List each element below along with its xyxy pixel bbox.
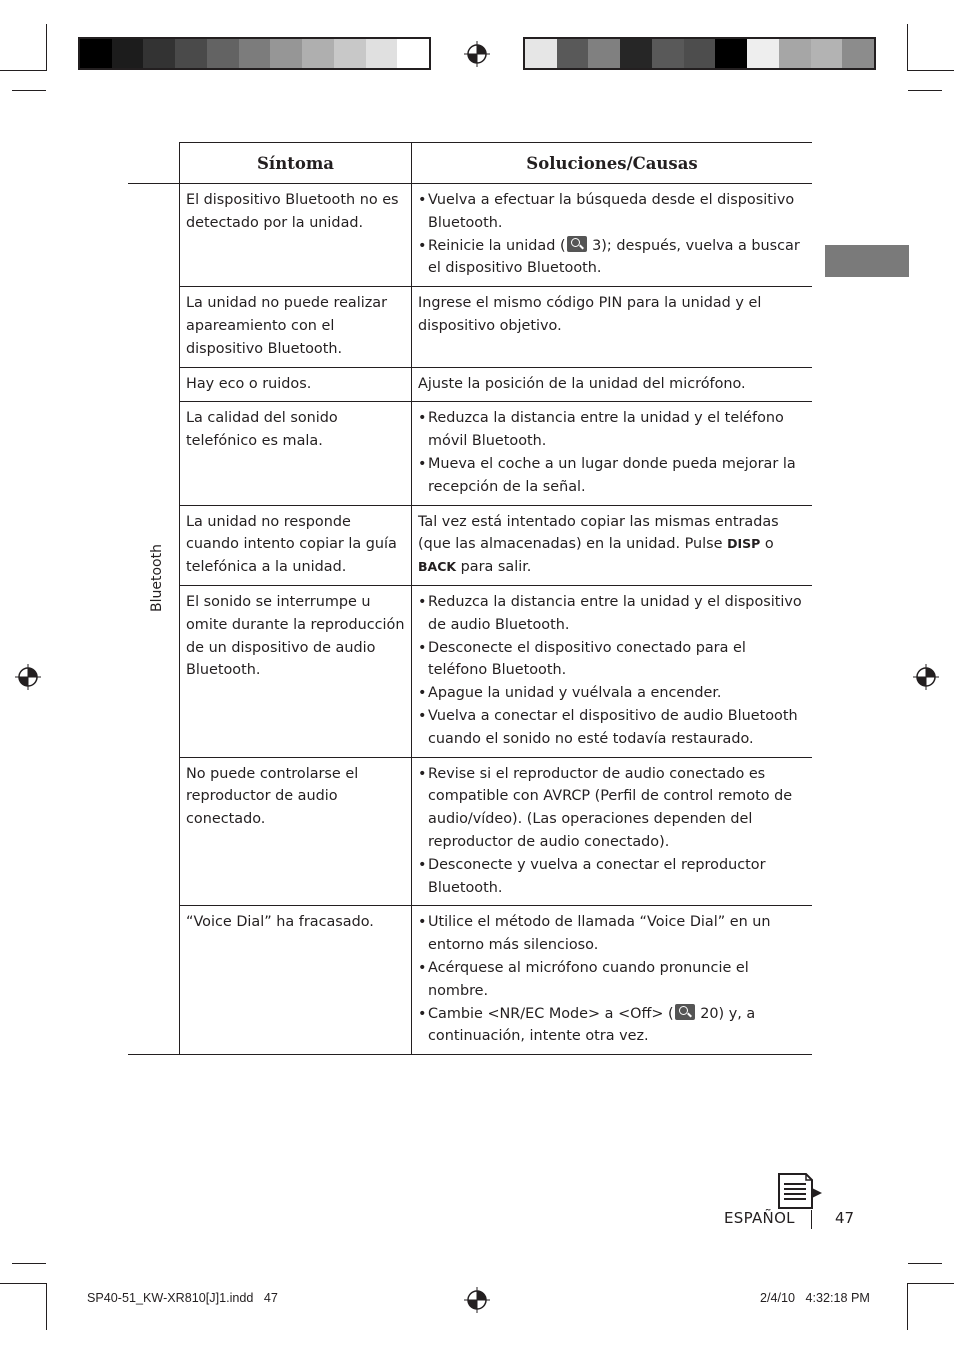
crop-mark xyxy=(46,24,47,71)
solution-text: Reinicie la unidad ( xyxy=(428,237,566,254)
color-swatch xyxy=(811,39,843,68)
category-label: Bluetooth xyxy=(149,544,165,612)
solution-text: Cambie <NR/EC Mode> a <Off> ( xyxy=(428,1005,674,1022)
color-swatch xyxy=(588,39,620,68)
slug-timestamp: 2/4/10 4:32:18 PM xyxy=(760,1291,870,1305)
table-row xyxy=(128,184,812,287)
category-header xyxy=(128,143,180,184)
symptom-cell: La calidad del sonido telefónico es mala. xyxy=(180,402,412,505)
color-swatch xyxy=(334,39,366,68)
registration-mark-icon xyxy=(15,664,41,690)
table-row xyxy=(128,505,812,585)
solution-cell xyxy=(412,505,813,585)
crop-mark xyxy=(907,24,908,71)
solution-cell xyxy=(412,757,813,906)
solution-bullet: • Vuelva a conectar el dispositivo de audio Bluetooth cuando el sonido no esté todavía restaurado. xyxy=(418,705,806,751)
registration-mark-icon xyxy=(913,664,939,690)
color-swatch xyxy=(842,39,874,68)
crop-mark xyxy=(46,1283,47,1330)
table-row xyxy=(128,402,812,505)
solution-bullet: • Apague la unidad y vuélvala a encender. xyxy=(418,682,806,705)
next-page-icon xyxy=(776,1172,826,1210)
solution-cell xyxy=(412,906,813,1055)
color-swatch xyxy=(779,39,811,68)
solution-bullet: • Acérquese al micrófono cuando pronuncie el nombre. xyxy=(418,957,806,1003)
solution-bullet: • Reduzca la distancia entre la unidad y el teléfono móvil Bluetooth. xyxy=(418,407,806,453)
crop-mark xyxy=(12,90,46,91)
color-swatch xyxy=(620,39,652,68)
symptom-header: Síntoma xyxy=(180,143,412,184)
crop-mark xyxy=(0,70,46,71)
solution-bullet: • Utilice el método de llamada “Voice Dial” en un entorno más silencioso. xyxy=(418,911,806,957)
solution-text: Tal vez está intentado copiar las mismas entradas (que las almacenadas) en la unidad. Pulse xyxy=(418,513,779,553)
crop-mark xyxy=(908,1263,942,1264)
category-cell xyxy=(128,184,180,1055)
symptom-cell: La unidad no responde cuando intento copiar la guía telefónica a la unidad. xyxy=(180,505,412,585)
color-swatch xyxy=(175,39,207,68)
color-swatch xyxy=(525,39,557,68)
page-number: 47 xyxy=(835,1209,855,1227)
crop-mark xyxy=(907,1283,908,1330)
symptom-cell: “Voice Dial” ha fracasado. xyxy=(180,906,412,1055)
table-row xyxy=(128,585,812,757)
crop-mark xyxy=(12,1263,46,1264)
solution-cell xyxy=(412,184,813,287)
slug-filename: SP40-51_KW-XR810[J]1.indd 47 xyxy=(87,1291,278,1305)
color-swatch xyxy=(652,39,684,68)
color-swatch xyxy=(366,39,398,68)
solution-bullet: • Desconecte el dispositivo conectado para el teléfono Bluetooth. xyxy=(418,637,806,683)
table-row xyxy=(128,757,812,906)
crop-mark xyxy=(908,90,942,91)
table-header-row xyxy=(128,143,812,184)
registration-mark-icon xyxy=(464,1287,490,1313)
symptom-cell: La unidad no puede realizar apareamiento con el dispositivo Bluetooth. xyxy=(180,287,412,367)
disp-key-label: DISP xyxy=(727,536,761,552)
solution-header: Soluciones/Causas xyxy=(412,143,813,184)
color-swatch xyxy=(397,39,429,68)
color-swatch xyxy=(239,39,271,68)
symptom-cell: Hay eco o ruidos. xyxy=(180,367,412,402)
solution-text: 3); después, vuelva a buscar el dispositivo Bluetooth. xyxy=(428,237,800,277)
symptom-cell: El sonido se interrumpe u omite durante la reproducción de un dispositivo de audio Bluetooth. xyxy=(180,585,412,757)
color-bar-left xyxy=(78,37,431,70)
color-swatch xyxy=(80,39,112,68)
color-swatch xyxy=(747,39,779,68)
color-swatch xyxy=(143,39,175,68)
crop-mark xyxy=(0,1283,46,1284)
symptom-cell: El dispositivo Bluetooth no es detectado por la unidad. xyxy=(180,184,412,287)
solution-bullet: • Mueva el coche a un lugar donde pueda mejorar la recepción de la señal. xyxy=(418,453,806,499)
color-bar-right xyxy=(523,37,876,70)
solution-text: o xyxy=(760,536,774,553)
color-swatch xyxy=(112,39,144,68)
color-swatch xyxy=(270,39,302,68)
solution-bullet: • Reduzca la distancia entre la unidad y el dispositivo de audio Bluetooth. xyxy=(418,591,806,637)
solution-bullet: • Revise si el reproductor de audio conectado es compatible con AVRCP (Perfil de control remoto de audio/vídeo). (Las operaciones dependen del reproductor de audio conectado). xyxy=(418,763,806,854)
footer-language: ESPAÑOL xyxy=(724,1209,795,1227)
symptom-cell: No puede controlarse el reproductor de audio conectado. xyxy=(180,757,412,906)
solution-cell: Ajuste la posición de la unidad del micrófono. xyxy=(412,367,813,402)
solution-bullet xyxy=(418,1003,806,1049)
search-reference-icon xyxy=(675,1004,695,1020)
table-row xyxy=(128,906,812,1055)
back-key-label: BACK xyxy=(418,559,457,575)
solution-text: para salir. xyxy=(456,559,532,576)
solution-cell xyxy=(412,402,813,505)
color-swatch xyxy=(715,39,747,68)
color-swatch xyxy=(557,39,589,68)
solution-text: 20) y, a continuación, intente otra vez. xyxy=(428,1005,756,1045)
solution-cell: Ingrese el mismo código PIN para la unidad y el dispositivo objetivo. xyxy=(412,287,813,367)
color-swatch xyxy=(684,39,716,68)
section-tab xyxy=(825,245,909,277)
footer-divider xyxy=(811,1210,812,1229)
solution-bullet xyxy=(418,235,806,281)
troubleshooting-table xyxy=(128,142,812,1055)
search-reference-icon xyxy=(567,236,587,252)
solution-bullet: • Desconecte y vuelva a conectar el reproductor Bluetooth. xyxy=(418,854,806,900)
color-swatch xyxy=(207,39,239,68)
registration-mark-icon xyxy=(464,41,490,67)
color-swatch xyxy=(302,39,334,68)
crop-mark xyxy=(908,1283,954,1284)
table-row xyxy=(128,287,812,367)
crop-mark xyxy=(908,70,954,71)
solution-cell xyxy=(412,585,813,757)
table-row xyxy=(128,367,812,402)
solution-bullet: • Vuelva a efectuar la búsqueda desde el dispositivo Bluetooth. xyxy=(418,189,806,235)
